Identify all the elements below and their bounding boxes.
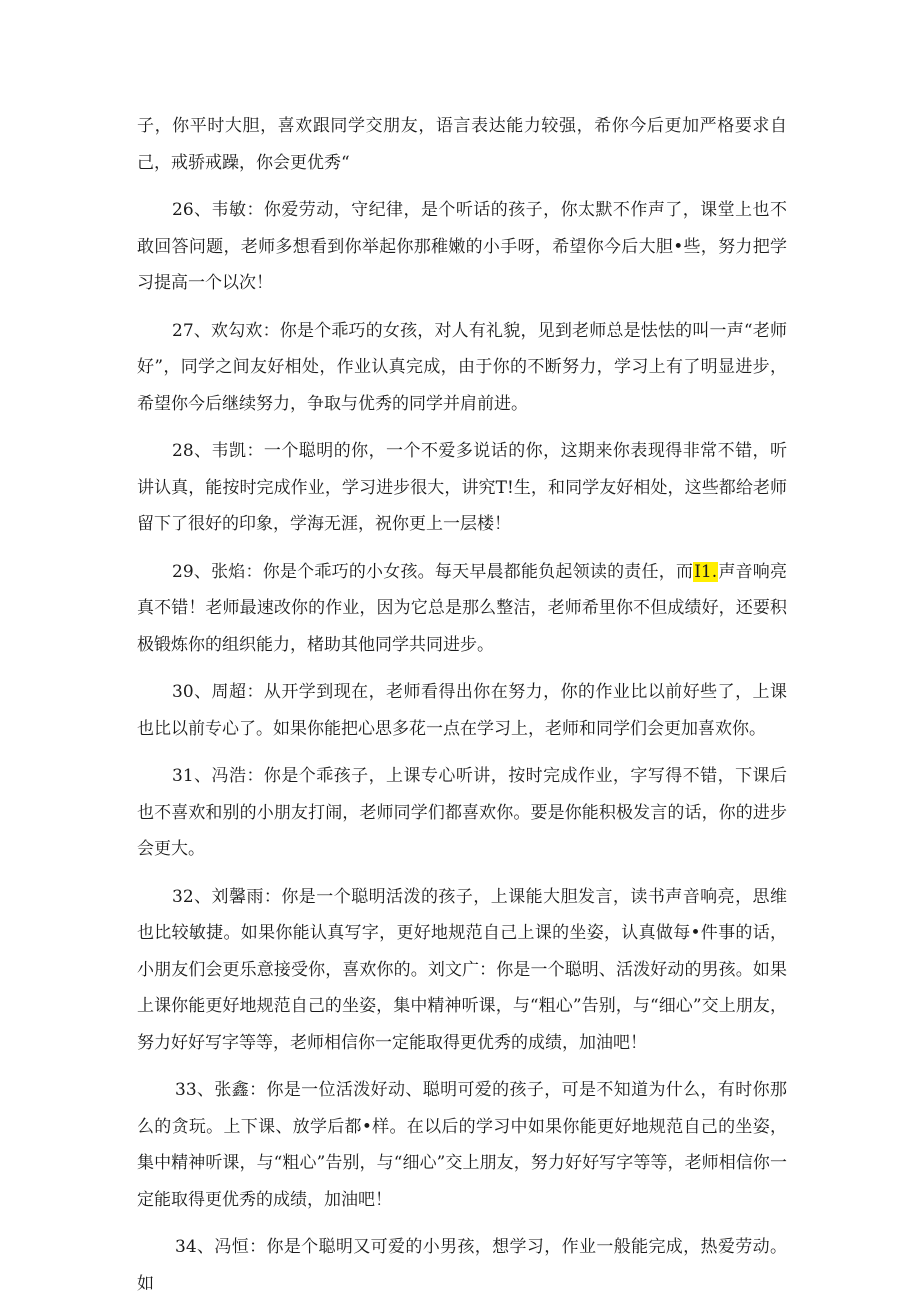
- paragraph-29-part-2: 声音响亮真不错！老师最速改你的作业，因为它总是那么整洁，老师希里你不但成绩好，还要积极锻炼你的组织能力，楮助其他同学共同进步。: [137, 561, 787, 655]
- paragraph-30: 30、周超：从开学到现在，老师看得出你在努力，你的作业比以前好些了，上课也比以前专心了。如果你能把心思多花一点在学习上，老师和同学们会更加喜欢你。: [137, 682, 787, 739]
- paragraph-27: 27、欢勾欢：你是个乖巧的女孩，对人有礼貌，见到老师总是怯怯的叫一声“老师好”，同学之间友好相处，作业认真完成，由于你的不断努力，学习上有了明显进步，希望你今后继续努力，争取与优秀的同学并肩前进。: [137, 320, 787, 414]
- paragraph-34: 34、冯恒：你是个聪明又可爱的小男孩，想学习，作业一般能完成，热爱劳动。如: [137, 1237, 787, 1294]
- paragraph-32: 32、刘馨雨：你是一个聪明活泼的孩子，上课能大胆发言，读书声音响亮，思维也比较敏捷。如果你能认真写字，更好地规范自己上课的坐姿，认真做每•件事的话，小朋友们会更乐意接受你，喜欢你的。刘文广：你是一个聪明、活泼好动的男孩。如果上课你能更好地规范自己的坐姿，集中精神听课，与“粗心”告别，与“细心”交上朋友，努力好好写字等等，老师相信你一定能取得更优秀的成绩，加油吧！: [137, 886, 787, 1053]
- paragraph-continuation: 子，你平时大胆，喜欢跟同学交朋友，语言表达能力较强，希你今后更加严格要求自己，戒骄戒躁，你会更优秀“: [137, 116, 787, 173]
- document-page: [137, 108, 787, 1313]
- highlighted-text: I1.: [694, 561, 718, 582]
- paragraph-31: 31、冯浩：你是个乖孩子，上课专心听讲，按时完成作业，字写得不错，下课后也不喜欢和别的小朋友打闹，老师同学们都喜欢你。要是你能积极发言的话，你的进步会更大。: [137, 766, 787, 859]
- paragraph-33: 33、张鑫：你是一位活泼好动、聪明可爱的孩子，可是不知道为什么，有时你那么的贪玩。上下课、放学后都•样。在以后的学习中如果你能更好地规范自己的坐姿，集中精神听课，与“粗心”告别，与“细心”交上朋友，努力好好写字等等，老师相信你一定能取得更优秀的成绩，加油吧！: [137, 1080, 787, 1210]
- paragraph-29: [137, 554, 787, 664]
- paragraph-26: 26、韦敏：你爱劳动，守纪律，是个听话的孩子，你太默不作声了，课堂上也不敢回答问题，老师多想看到你举起你那稚嫩的小手呀，希望你今后大胆•些，努力把学习提高一个以次！: [137, 200, 787, 293]
- paragraph-28: 28、韦凯：一个聪明的你，一个不爱多说话的你，这期来你表现得非常不错，听讲认真，能按时完成作业，学习进步很大，讲究T!生，和同学友好相处，这些都给老师留下了很好的印象，学海无涯，祝你更上一层楼！: [137, 441, 787, 534]
- paragraph-29-part-1: 29、张焰：你是个乖巧的小女孩。每天早晨都能负起领读的责任，而: [172, 561, 694, 582]
